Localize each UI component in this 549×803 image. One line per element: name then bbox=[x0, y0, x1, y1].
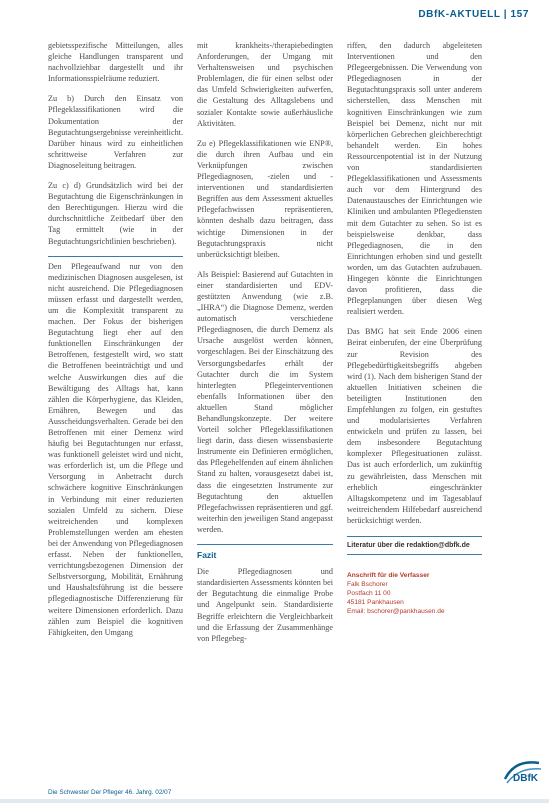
contact-line: Postfach 11 00 bbox=[347, 590, 391, 598]
paragraph: Das BMG hat seit Ende 2006 einen Beirat einberufen, der eine Überprüfung zur Revision des Pflegebedürftigkeitsbegriffs abgeben wird (1). Nach dem bisherigen Stand der aktuellen Initiativen scheinen die beteiligten Institutionen den Empfehlungen zu folgen, ein gestuftes und modularisiertes Verfahren entwickeln und prüfen zu lassen, bei dem insbesondere Begutachtung komplexer Pflegesituationen zulässt. Das ist auch erforderlich, um zukünftig zu gewährleisten, dass Menschen mit erheblich eingeschränkter Alltagskompetenz und im Tagesablauf weitreichendem Hilfebedarf ausreichend berücksichtigt werden. bbox=[347, 327, 482, 525]
paragraph: riffen, den dadurch abgeleiteten Interventionen und den Pflegeergebnissen. Die Verwendung von Pflegediagnosen in der Begutachtungspraxis soll unter anderem sicherstellen, dass Menschen mit kognitiven Einschränkungen wie zum Beispiel bei Demenz, nicht nur mit körperlichen Gebrechen gleichberechtigt behandelt werden. Ein hohes Ressourcenpotential ist in der Nutzung von standardisierten Pflegeklassifikationen und Assessments auch vor dem Hintergrund des Datenaustausches der Einrichtungen wie Kliniken und ambulanten Pflegediensten mit dem Gutachter zu sehen. So ist es beispielsweise denkbar, dass Pflegediagnosen, die in den Einrichtungen erhoben sind und gestellt worden, um das Gutachten aufzubauen. Hingegen könnte die Einrichtungen davon profitieren, dass die Pflegeplanungen über diesen Weg realisiert werden. bbox=[347, 41, 482, 317]
contact-title: Anschrift für die Verfasser bbox=[347, 572, 430, 580]
page-header bbox=[0, 0, 549, 30]
dbfk-logo bbox=[501, 755, 543, 787]
column-middle bbox=[197, 40, 333, 653]
contact-email-link[interactable]: Email: bschorer@pankhausen.de bbox=[347, 608, 445, 616]
column-left bbox=[48, 40, 183, 647]
logo-text: DBfK bbox=[513, 773, 538, 784]
footer-accent-bar bbox=[0, 797, 549, 803]
paragraph: Zu b) Durch den Einsatz von Pflegeklassifikationen wird die Dokumentation der Begutachtungsergebnisse vereinheitlicht. Darüber hinaus wird zu einheitlichen schrittweise Verfahren zur Diagnoseleitung beitragen. bbox=[48, 94, 183, 170]
literature-note: Literatur über die redaktion@dbfk.de bbox=[347, 536, 482, 555]
fazit-heading: Fazit bbox=[197, 544, 333, 561]
paragraph: Den Pflegeaufwand nur von den medizinischen Diagnosen ausgelesen, ist nicht ausreichend. Die Pflegediagnosen müssen erfasst und dargestellt werden, um die Komplexität transparent zu machen. Der Fokus der bisherigen Begutachtung liegt eher auf den funktionellen Einschränkungen der Betroffenen, festgestellt wird, wo statt die Betroffenen beeinträchtigt und und welche Auswirkungen dies auf die Bewältigung des Alltags hat, kann zählen die Körperhygiene, das Kleiden, Ernähren, Bewegen und das Ausscheidungsverhalten. Gerade bei den Betroffenen mit einer Demenz wird häufig bei Begutachtungen nur erfasst, was funktionell geleistet wird und nicht, was erforderlich ist, um die Pflege und Versorgung in Anbetracht durch schwächere kognitive Einschränkungen in Verbindung mit einer reduzierten sozialen Umfeld zu sichern. Diese weitreichenden und komplexen Problemstellungen werden am ehesten bei der Anwendung von Pflegediagnosen erfasst. Neben der funktionellen, verrichtungsbezogenen Dimension der Selbstversorgung, Mobilität, Ernährung und Haushaltsführung ist die bessere pflegediagnostische Differenzierung für weitere Dimensionen erforderlich. Dazu zählen zum Beispiel die kognitiven Fähigkeiten, den Umgang bbox=[48, 256, 183, 638]
paragraph: mit krankheits-/therapiebedingten Anforderungen, der Umgang mit Verhaltensweisen und psychischen Problemlagen, die für einen selbst oder das Umfeld Schwierigkeiten aufwerfen, die Gestaltung des Alltagslebens und sozialer Kontakte sowie außerhäusliche Aktivitäten. bbox=[197, 41, 333, 128]
paragraph: gebietsspezifische Mitteilungen, alles gleiche Handlungen transparent und nachvollziehbar dargestellt und ihr Informationsspielräume reduziert. bbox=[48, 41, 183, 84]
paragraph: Zu c) d) Grundsätzlich wird bei der Begutachtung die Eigenschränkungen in den Berechtigungen. Hierzu wird die durchschnittliche Zeitbedarf über den Tag ermittelt (wie in der Begutachtungsrichtlinien beschrieben). bbox=[48, 181, 183, 246]
contact-line: Falk Bschorer bbox=[347, 581, 388, 589]
column-right bbox=[347, 40, 482, 616]
contact-line: 45181 Pankhausen bbox=[347, 599, 404, 607]
paragraph: Die Pflegediagnosen und standardisierten Assessments könnten bei der Begutachtung die einmalige Probe und Angelpunkt sein. Standardisierte Begriffe erleichtern die Vergleichbarkeit und die Erfassung der Zusammenhänge von Pflegebeg- bbox=[197, 567, 333, 643]
page-footer: Die Schwester Der Pfleger 46. Jahrg. 02/07 bbox=[48, 789, 172, 796]
author-contact bbox=[347, 571, 482, 616]
section-page-label: DBfK-AKTUELL | 157 bbox=[418, 9, 529, 20]
paragraph: Zu e) Pflegeklassifikationen wie ENP®, die durch ihren Aufbau und ein Verknüpfungen zwischen Pflegediagnosen, -zielen und -interventionen und standardisierten Begriffen aus dem Assessment aktuelles Pflegefachwissen repräsentieren, könnten deshalb dazu beitragen, dass wichtige Dimensionen in der Begutachtungspraxis nicht unberücksichtigt bleiben. bbox=[197, 138, 333, 259]
dbfk-logo-icon bbox=[501, 755, 543, 787]
paragraph: Als Beispiel: Basierend auf Gutachten in einer standardisierten und EDV-gestützten Anwendung (wie z.B. „IHRA“) die Diagnose Demenz, werden automatisch verschiedene Pflegediagnosen, die durch Demenz als Ursache ausgelöst werden können, vorgeschlagen. Bei der Einschätzung des Versorgungsbedarfes erhält der Gutachter durch die im System hinterlegten Pflegeinterventionen ebenfalls Informationen über den aktuellen Stand möglicher Behandlungskonzepte. Der weitere Vorteil solcher Pflegeklassifikationen liegt darin, dass diesen wissensbasierte Instrumente ein Definieren ermöglichen, das Pflegehelfenden auf einem ähnlichen Stand zu halten, vorausgesetzt dabei ist, dass die eingesetzten Instrumente zur Begutachtung den aktuellen Pflegefachwissen repräsentieren und ggf. weiterhin den jeweiligen Stand angepasst werden. bbox=[197, 269, 333, 534]
